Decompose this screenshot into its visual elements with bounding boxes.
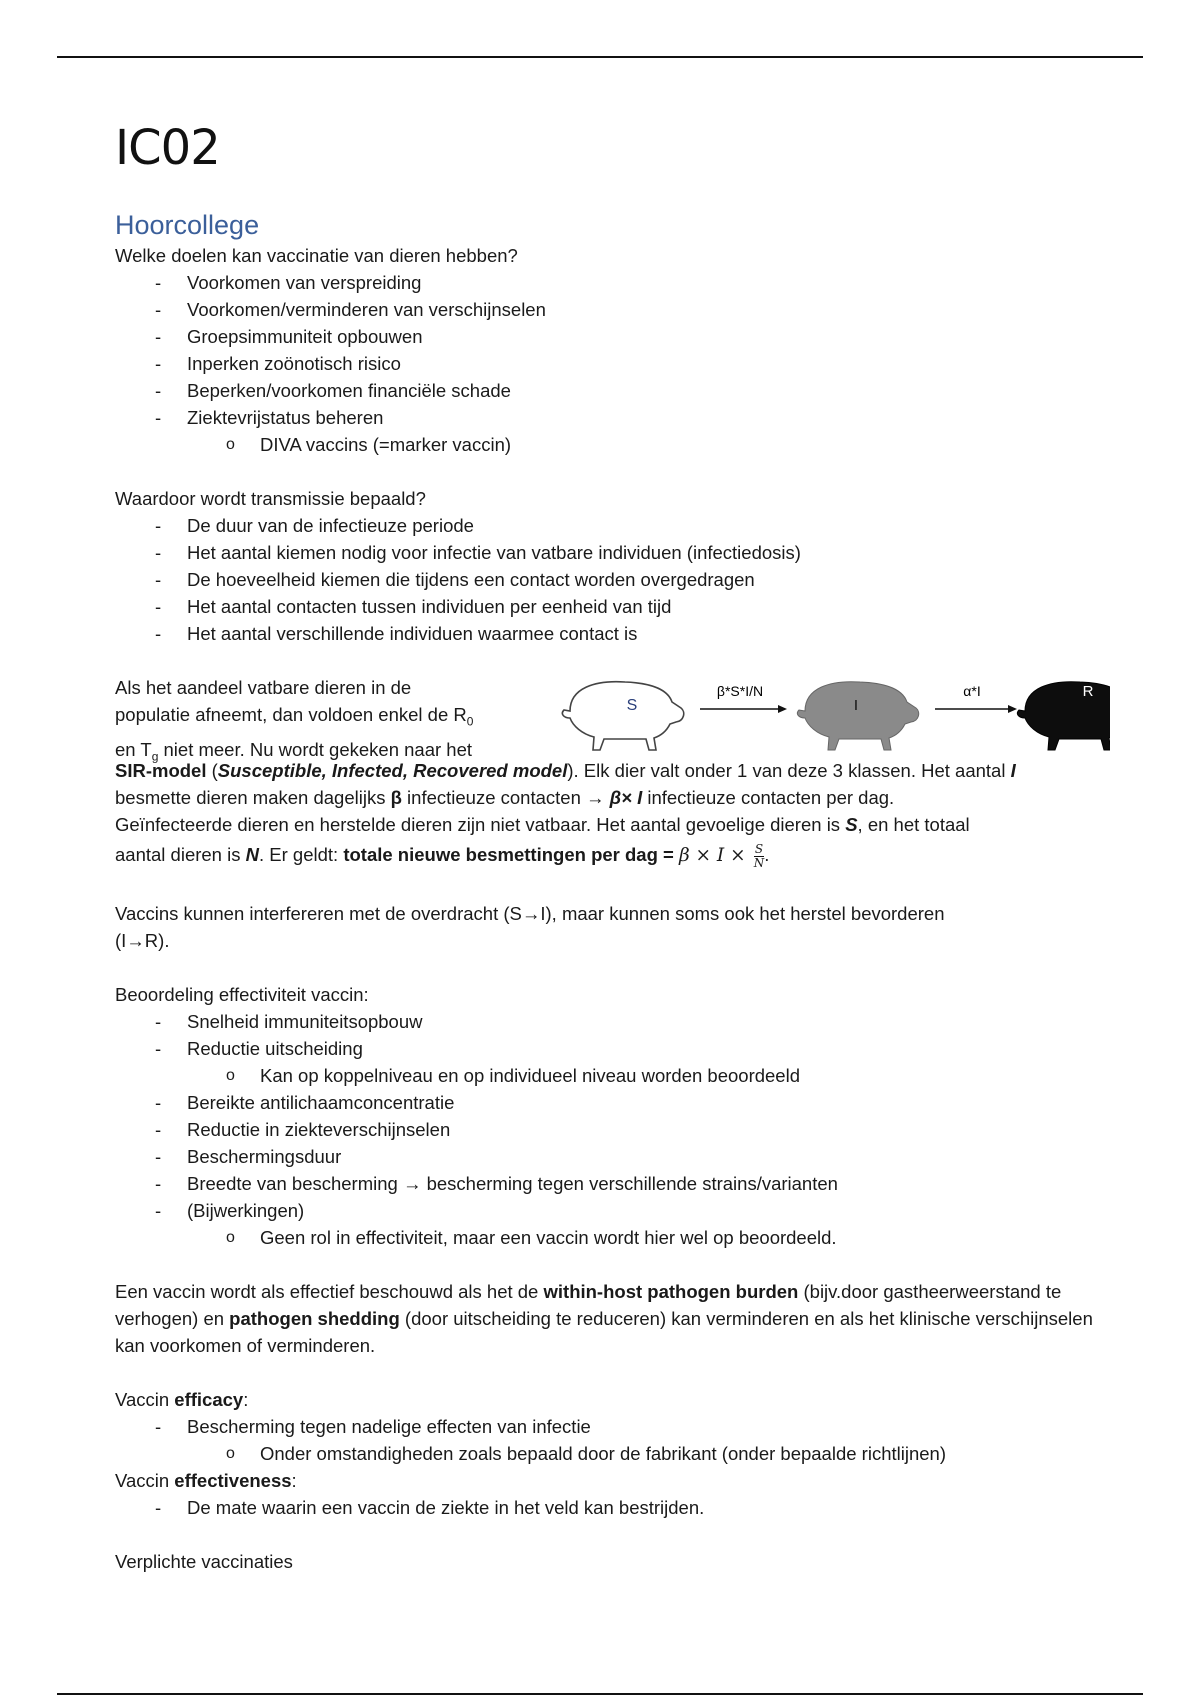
goals-list <box>115 269 1095 431</box>
svg-text:S: S <box>626 697 638 714</box>
list-item: - Reductie in ziekteverschijnselen <box>115 1116 1095 1143</box>
list-item: - De mate waarin een vaccin de ziekte in het veld kan bestrijden. <box>115 1494 1095 1521</box>
goals-sublist <box>115 431 1095 458</box>
list-item: - Inperken zoönotisch risico <box>115 350 1095 377</box>
list-item: - Het aantal verschillende individuen waarmee contact is <box>115 620 1095 647</box>
list-item: - Bescherming tegen nadelige effecten van infectie <box>115 1413 1095 1440</box>
question-transmission: Waardoor wordt transmissie bepaald? <box>115 488 426 509</box>
efficacy-sublist <box>115 1440 1095 1467</box>
question-goals: Welke doelen kan vaccinatie van dieren hebben? <box>115 245 518 266</box>
svg-text:I: I <box>853 697 859 714</box>
list-item: - Groepsimmuniteit opbouwen <box>115 323 1095 350</box>
recovery-rate-label: α*I <box>963 683 981 699</box>
sir-intro <box>115 674 1095 764</box>
list-item: - De hoeveelheid kiemen die tijdens een contact worden overgedragen <box>115 566 1095 593</box>
list-item: - Snelheid immuniteitsopbouw <box>115 1008 1095 1035</box>
sir-text-line: populatie afneemt, dan voldoen enkel de $R_0$ <box>115 704 474 729</box>
sir-diagram <box>540 666 1110 756</box>
sir-text-line: en $T_g$ niet meer. Nu wordt gekeken naar het <box>115 738 473 764</box>
list-item: - (Bijwerkingen) <box>115 1197 1095 1224</box>
list-item: - Bereikte antilichaamconcentratie <box>115 1089 1095 1116</box>
efficacy-list <box>115 1413 1095 1440</box>
effectiveness-heading: Vaccin effectiveness: <box>115 1470 297 1491</box>
list-item: - Het aantal kiemen nodig voor infectie van vatbare individuen (infectiedosis) <box>115 539 1095 566</box>
transmission-rate-label: β*S*I/N <box>716 683 764 699</box>
effectiveness-list-cont <box>115 1089 1095 1224</box>
list-item: - Voorkomen/verminderen van verschijnselen <box>115 296 1095 323</box>
sub-list-item: o Onder omstandigheden zoals bepaald door de fabrikant (onder bepaalde richtlijnen) <box>115 1440 1095 1467</box>
sub-list-item: o DIVA vaccins (=marker vaccin) <box>115 431 1095 458</box>
side-effects-sublist <box>115 1224 1095 1251</box>
mandatory-vaccinations: Verplichte vaccinaties <box>115 1551 293 1572</box>
sir-text-line: Als het aandeel vatbare dieren in de <box>115 677 412 698</box>
effectiveness-sublist <box>115 1062 1095 1089</box>
effective-vaccine-paragraph: Een vaccin wordt als effectief beschouwd als het de within-host pathogen burden (bijv.door gastheerweerstand te verhogen) en pathogen shedding (door uitscheiding te reduceren) kan verminderen en als het klinische verschijnselen kan voorkomen of verminderen. <box>115 1281 1093 1356</box>
vaccins-paragraph: Vaccins kunnen interfereren met de overdracht (S→I), maar kunnen soms ook het herstel bevorderen <box>115 903 945 924</box>
efficacy-heading: Vaccin efficacy: <box>115 1389 249 1410</box>
infected-pig-icon <box>797 682 918 750</box>
sir-paragraph-line: besmette dieren maken dagelijks β infectieuze contacten → β× I infectieuze contacten per dag. <box>115 787 895 808</box>
list-item: - Het aantal contacten tussen individuen per eenheid van tijd <box>115 593 1095 620</box>
section-heading: Hoorcollege <box>115 210 260 240</box>
list-item: - Ziektevrijstatus beheren <box>115 404 1095 431</box>
effectiveness-def-list <box>115 1494 1095 1521</box>
recovered-pig-icon <box>1017 682 1110 750</box>
effectiveness-list <box>115 1008 1095 1062</box>
header-rule <box>57 56 1143 58</box>
sir-formula-line: aantal dieren is N. Er geldt: totale nieuwe besmettingen per dag = β × I × $\frac{S}{N}$ . <box>115 841 770 870</box>
list-item: - De duur van de infectieuze periode <box>115 512 1095 539</box>
list-item: - Beperken/voorkomen financiële schade <box>115 377 1095 404</box>
document-body <box>115 118 1095 1575</box>
sir-paragraph: SIR-model (Susceptible, Infected, Recovered model). Elk dier valt onder 1 van deze 3 klassen. Het aantal I <box>115 760 1016 781</box>
susceptible-pig-icon <box>562 682 683 750</box>
footer-rule <box>57 1693 1143 1695</box>
list-item: - Breedte van bescherming → bescherming tegen verschillende strains/varianten <box>115 1170 1095 1197</box>
svg-text:R: R <box>1082 683 1094 700</box>
list-item: - Voorkomen van verspreiding <box>115 269 1095 296</box>
transmission-list <box>115 512 1095 647</box>
sir-paragraph-line: Geïnfecteerde dieren en herstelde dieren zijn niet vatbaar. Het aantal gevoelige dieren is S, en het totaal <box>115 814 970 835</box>
vaccins-paragraph-cont: (I→R). <box>115 930 170 951</box>
page-title: IC02 <box>115 120 220 176</box>
list-item: - Reductie uitscheiding <box>115 1035 1095 1062</box>
list-item: - Beschermingsduur <box>115 1143 1095 1170</box>
sub-list-item: o Geen rol in effectiviteit, maar een vaccin wordt hier wel op beoordeeld. <box>115 1224 1095 1251</box>
sub-list-item: o Kan op koppelniveau en op individueel niveau worden beoordeeld <box>115 1062 1095 1089</box>
question-effectiveness: Beoordeling effectiviteit vaccin: <box>115 984 369 1005</box>
